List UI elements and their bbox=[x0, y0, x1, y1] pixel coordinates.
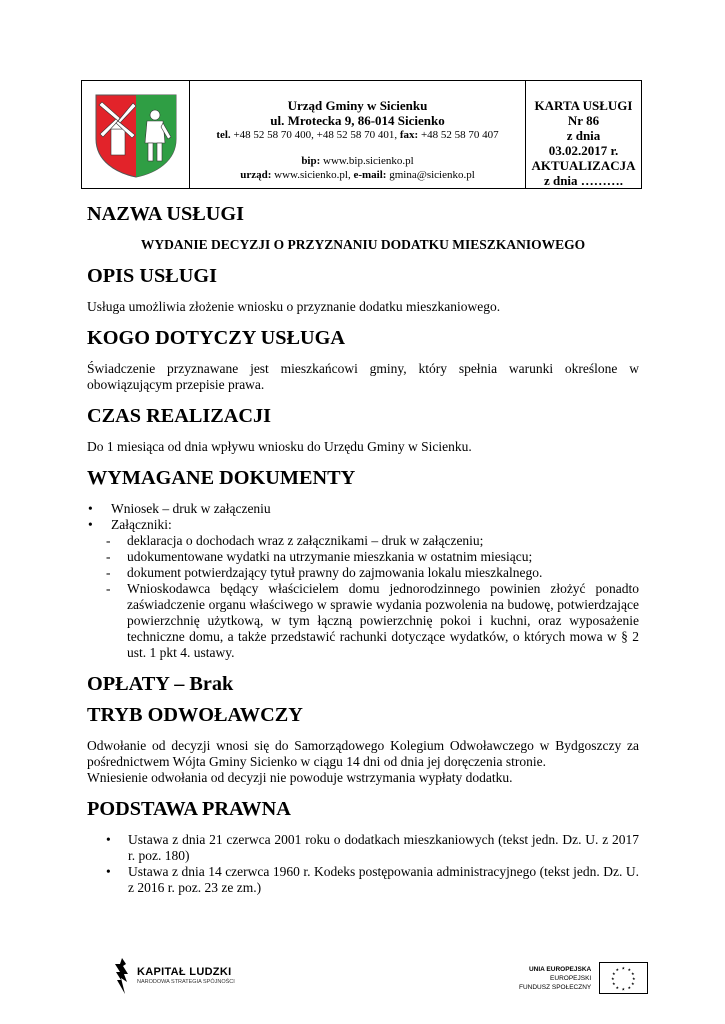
bullet-icon: • bbox=[106, 832, 111, 847]
who-text: Świadczenie przyznawane jest mieszkańcowi gminy, który spełnia warunki określone w obowiązującym przepisie prawa. bbox=[87, 361, 639, 392]
fees-title: OPŁATY – Brak bbox=[87, 673, 234, 695]
list-item-text: Ustawa z dnia 21 czerwca 2001 roku o dodatkach mieszkaniowych (tekst jedn. Dz. U. z 2017 r. poz. 180) bbox=[128, 832, 639, 863]
svg-text:★: ★ bbox=[611, 976, 615, 981]
office-web bbox=[190, 168, 525, 182]
fax-label: fax: bbox=[399, 129, 419, 141]
svg-text:★: ★ bbox=[615, 967, 620, 972]
header-table bbox=[81, 80, 642, 189]
legal-basis-title: PODSTAWA PRAWNA bbox=[87, 798, 291, 820]
card-line: z dnia bbox=[566, 128, 601, 143]
tel-label: tel. bbox=[216, 129, 231, 141]
card-line: 03.02.2017 r. bbox=[548, 143, 619, 158]
appeal-text: Odwołanie od decyzji wnosi się do Samorządowego Kolegium Odwoławczego w Bydgoszczy za pośrednictwem Wójta Gminy Sicienko w ciągu 14 dni od dnia jej doręczenia stronie. bbox=[87, 738, 639, 769]
attachments-list bbox=[87, 533, 639, 661]
time-text: Do 1 miesiąca od dnia wpływu wniosku do Urzędu Gminy w Sicienku. bbox=[87, 439, 472, 454]
service-name: WYDANIE DECYZJI O PRZYZNANIU DODATKU MIESZKANIOWEGO bbox=[140, 237, 586, 252]
list-item bbox=[87, 864, 639, 896]
kapital-ludzki-logo bbox=[113, 958, 235, 994]
svg-text:★: ★ bbox=[627, 967, 632, 972]
list-item-text: Załączniki: bbox=[111, 517, 172, 532]
svg-text:★: ★ bbox=[612, 971, 616, 976]
legal-basis-list bbox=[87, 832, 639, 896]
dash-icon: - bbox=[106, 533, 111, 548]
card-line: KARTA USŁUGI bbox=[534, 98, 633, 113]
list-item bbox=[87, 517, 639, 533]
appeal-title: TRYB ODWOŁAWCZY bbox=[87, 704, 303, 726]
email-link[interactable]: gmina@sicienko.pl bbox=[389, 169, 475, 181]
card-line: Nr 86 bbox=[567, 113, 600, 128]
dash-icon: - bbox=[106, 565, 111, 580]
list-item-text: udokumentowane wydatki na utrzymanie mieszkania w ostatnim miesiącu; bbox=[127, 549, 533, 564]
time-title: CZAS REALIZACJI bbox=[87, 405, 271, 427]
list-item-text: Ustawa z dnia 14 czerwca 1960 r. Kodeks postępowania administracyjnego (tekst jedn. Dz. U. z 2016 r. poz. 23 ze zm.) bbox=[128, 864, 639, 895]
office-address: ul. Mrotecka 9, 86-014 Sicienko bbox=[270, 113, 445, 128]
dash-icon: - bbox=[106, 581, 111, 596]
svg-text:★: ★ bbox=[631, 981, 635, 986]
card-line: z dnia ………. bbox=[543, 173, 624, 188]
kapital-ludzki-text bbox=[137, 966, 235, 986]
list-item-text: Wniosek – druk w załączeniu bbox=[111, 501, 271, 516]
office-web-label: urząd: bbox=[240, 169, 272, 181]
office-phones bbox=[190, 128, 525, 142]
bip-link[interactable]: www.bip.sicienko.pl bbox=[323, 155, 414, 167]
kapital-ludzki-subtitle: NARODOWA STRATEGIA SPÓJNOŚCI bbox=[137, 979, 235, 985]
fax-value: +48 52 58 70 407 bbox=[420, 129, 499, 141]
tel-value: +48 52 58 70 400, +48 52 58 70 401, bbox=[233, 129, 398, 141]
kapital-ludzki-title: KAPITAŁ LUDZKI bbox=[137, 966, 232, 978]
service-name-title: NAZWA USŁUGI bbox=[87, 203, 244, 225]
document-body bbox=[87, 203, 639, 896]
bullet-icon: • bbox=[88, 501, 93, 516]
office-bip bbox=[190, 154, 525, 168]
crest-cell bbox=[82, 81, 190, 188]
list-item-text: Wnioskodawca będący właścicielem domu jednorodzinnego powinien złożyć ponadto zaświadczenie organu właściwego w sprawie wydania pozwolenia na budowę, potwierdzające powierzchnię użytkową, w tym łączną powierzchnię pokoi i kuchni, oraz wyposażenie techniczne domu, a także przedstawić rachunki dotyczące wydatków, o których mowa w § 2 ust. 1 pkt 4. ustawy. bbox=[127, 581, 639, 660]
kapital-ludzki-icon bbox=[113, 958, 131, 994]
dash-icon: - bbox=[106, 549, 111, 564]
list-item bbox=[87, 549, 639, 565]
svg-text:★: ★ bbox=[627, 985, 632, 990]
eu-flag-icon bbox=[599, 962, 648, 994]
coat-of-arms-icon bbox=[91, 91, 181, 179]
who-title: KOGO DOTYCZY USŁUGA bbox=[87, 327, 346, 349]
eu-line: FUNDUSZ SPOŁECZNY bbox=[519, 983, 592, 991]
card-line: AKTUALIZACJA bbox=[531, 158, 636, 173]
svg-text:★: ★ bbox=[621, 986, 626, 992]
documents-title: WYMAGANE DOKUMENTY bbox=[87, 467, 356, 489]
svg-text:★: ★ bbox=[631, 971, 635, 976]
appeal-note: Wniesienie odwołania od decyzji nie powoduje wstrzymania wypłaty dodatku. bbox=[87, 770, 513, 785]
list-item-text: dokument potwierdzający tytuł prawny do zajmowania lokalu mieszkalnego. bbox=[127, 565, 543, 580]
card-info-cell bbox=[526, 81, 641, 188]
description-title: OPIS USŁUGI bbox=[87, 265, 217, 287]
list-item bbox=[87, 565, 639, 581]
documents-list bbox=[87, 501, 639, 533]
list-item-text: deklaracja o dochodach wraz z załącznikami – druk w załączeniu; bbox=[127, 533, 484, 548]
eu-line: EUROPEJSKI bbox=[550, 974, 592, 982]
svg-text:★: ★ bbox=[612, 981, 616, 986]
svg-text:★: ★ bbox=[621, 965, 626, 971]
bip-label: bip: bbox=[301, 155, 321, 167]
email-label: e-mail: bbox=[353, 169, 387, 181]
description-text: Usługa umożliwia złożenie wniosku o przyznanie dodatku mieszkaniowego. bbox=[87, 299, 501, 314]
list-item bbox=[87, 501, 639, 517]
svg-text:★: ★ bbox=[632, 976, 636, 981]
eu-text bbox=[519, 965, 591, 992]
svg-text:★: ★ bbox=[615, 985, 620, 990]
list-item bbox=[87, 832, 639, 864]
bullet-icon: • bbox=[88, 517, 93, 532]
bullet-icon: • bbox=[106, 864, 111, 879]
eu-logo bbox=[519, 962, 648, 994]
office-info-cell bbox=[190, 81, 526, 188]
list-item bbox=[87, 533, 639, 549]
office-name: Urząd Gminy w Sicienku bbox=[287, 98, 428, 113]
office-web-link[interactable]: www.sicienko.pl, bbox=[274, 169, 351, 181]
eu-title: UNIA EUROPEJSKA bbox=[528, 965, 592, 973]
list-item bbox=[87, 581, 639, 661]
